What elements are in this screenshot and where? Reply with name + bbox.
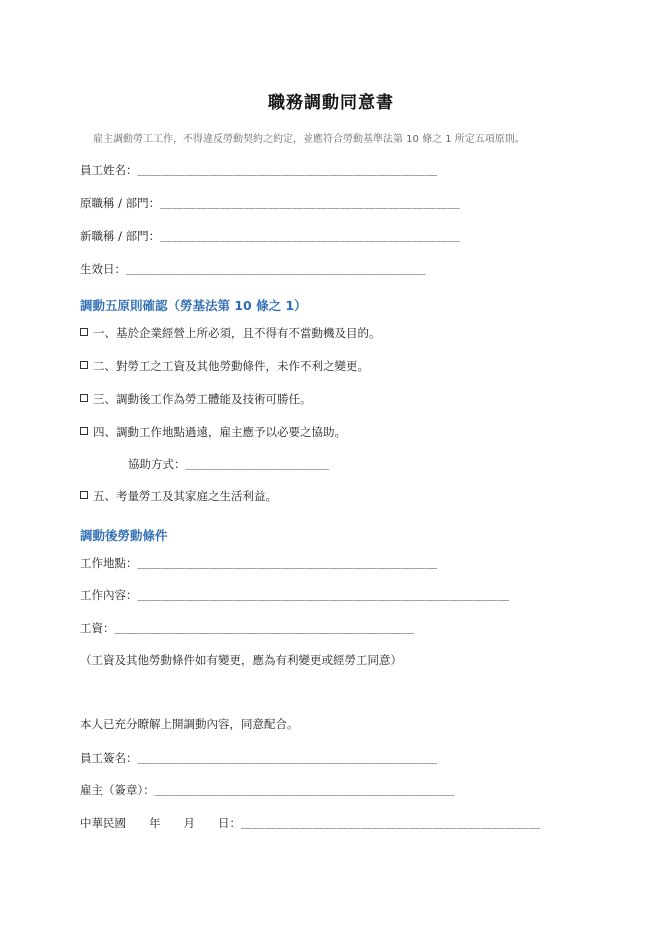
checkbox[interactable] [80,491,88,499]
field-label: 中華民國 年 月 日： [80,816,241,830]
document-title: 職務調動同意書 [268,93,394,113]
field-label: 新職稱 / 部門： [80,229,161,243]
principle-text: 一、基於企業經營上所必須，且不得有不當動機及目的。 [93,326,381,340]
agreement-statement: 本人已充分瞭解上開調動內容，同意配合。 [80,717,299,731]
principle-item[interactable] [80,488,277,504]
field-label: 生效日： [80,262,126,276]
checkbox[interactable] [80,361,88,369]
field-label: 協助方式： [128,457,186,471]
employee-signature-field[interactable] [80,750,438,766]
field-label: 雇主（簽章）： [80,783,155,797]
principle-text: 四、調動工作地點過遠，雇主應予以必要之協助。 [93,425,346,439]
work-location-field[interactable] [80,555,438,571]
principle-item[interactable] [80,358,369,374]
date-field[interactable] [80,815,541,831]
employee-name-field[interactable] [80,162,438,178]
work-content-field[interactable] [80,587,510,603]
effective-date-field[interactable] [80,261,426,277]
field-blank: ＿＿＿＿＿＿＿＿＿＿＿＿＿＿＿＿＿＿＿＿＿＿＿＿＿ [126,262,426,276]
checkbox[interactable] [80,427,88,435]
principles-heading: 調動五原則確認（勞基法第 10 條之 1） [80,298,307,313]
original-title-field[interactable] [80,195,460,211]
checkbox[interactable] [80,394,88,402]
principle-item[interactable] [80,325,381,341]
wage-field[interactable] [80,620,415,636]
checkbox[interactable] [80,328,88,336]
field-label: 員工姓名： [80,163,138,177]
intro-text: 雇主調動勞工工作，不得違反勞動契約之約定，並應符合勞動基準法第 10 條之 1 所定五項原則。 [93,134,525,145]
field-blank: ＿＿＿＿＿＿＿＿＿＿＿＿＿＿＿＿＿＿＿＿＿＿＿＿＿ [137,751,438,765]
field-blank: ＿＿＿＿＿＿＿＿＿＿＿＿＿＿＿＿＿＿＿＿＿＿＿＿＿ [137,556,438,570]
field-label: 工資： [80,621,115,635]
principle-text: 三、調動後工作為勞工體能及技術可勝任。 [93,392,312,406]
new-title-field[interactable] [80,228,460,244]
field-label: 原職稱 / 部門： [80,196,161,210]
field-blank: ＿＿＿＿＿＿＿＿＿＿＿＿＿＿＿＿＿＿＿＿＿＿＿＿＿ [241,816,541,830]
conditions-heading: 調動後勞動條件 [80,528,168,543]
principle-text: 二、對勞工之工資及其他勞動條件，未作不利之變更。 [93,359,369,373]
field-blank: ＿＿＿＿＿＿＿＿＿＿＿＿ [185,457,330,471]
field-blank: ＿＿＿＿＿＿＿＿＿＿＿＿＿＿＿＿＿＿＿＿＿＿＿＿＿ [137,163,438,177]
assistance-field[interactable] [128,456,330,472]
field-label: 工作地點： [80,556,138,570]
field-label: 員工簽名： [80,751,138,765]
field-blank: ＿＿＿＿＿＿＿＿＿＿＿＿＿＿＿＿＿＿＿＿＿＿＿＿＿ [160,229,461,243]
field-blank: ＿＿＿＿＿＿＿＿＿＿＿＿＿＿＿＿＿＿＿＿＿＿＿＿＿ [114,621,415,635]
field-label: 工作內容： [80,588,138,602]
field-blank: ＿＿＿＿＿＿＿＿＿＿＿＿＿＿＿＿＿＿＿＿＿＿＿＿＿ [160,196,461,210]
field-blank: ＿＿＿＿＿＿＿＿＿＿＿＿＿＿＿＿＿＿＿＿＿＿＿＿＿ [154,783,455,797]
conditions-note: （工資及其他勞動條件如有變更，應為有利變更或經勞工同意） [80,653,402,667]
field-blank: ＿＿＿＿＿＿＿＿＿＿＿＿＿＿＿＿＿＿＿＿＿＿＿＿＿＿＿＿＿＿＿ [137,588,510,602]
principle-item[interactable] [80,391,312,407]
employer-signature-field[interactable] [80,782,455,798]
principle-text: 五、考量勞工及其家庭之生活利益。 [93,489,277,503]
principle-item[interactable] [80,424,346,440]
